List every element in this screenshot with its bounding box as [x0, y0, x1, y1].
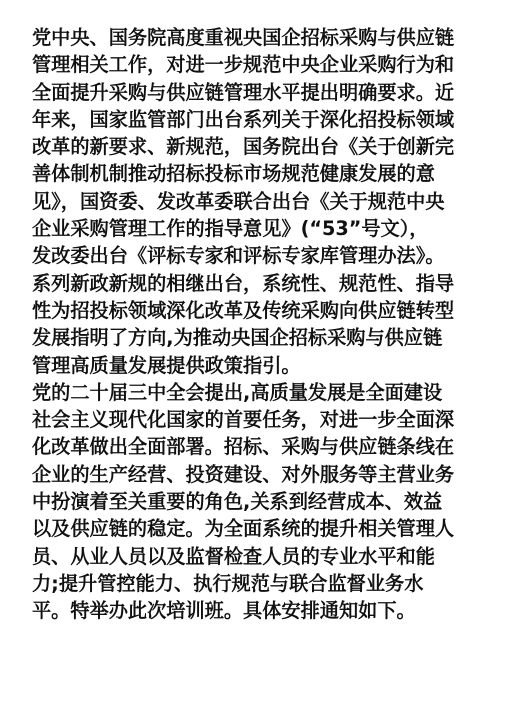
- text-line: 中扮演着至关重要的角色,关系到经营成本、效益: [32, 490, 443, 514]
- text-line: 见》，国资委、发改革委联合出台《关于规范中央: [32, 189, 445, 213]
- text-line: 改革的新要求、新规范，国务院出台《关于创新完: [32, 135, 455, 159]
- body-text: [32, 24, 504, 625]
- text-line: 社会主义现代化国家的首要任务，对进一步全面深: [32, 408, 455, 432]
- text-line: 员、从业人员以及监督检查人员的专业水平和能: [32, 544, 435, 568]
- text-line: 管理相关工作，对进一步规范中央企业采购行为和: [32, 53, 455, 77]
- text-line: 全面提升采购与供应链管理水平提出明确要求。近: [32, 80, 455, 104]
- text-line: 化改革做出全面部署。招标、采购与供应链条线在: [32, 435, 455, 459]
- text-line: 平。特举办此次培训班。具体安排通知如下。: [32, 599, 416, 623]
- text-line: 善体制机制推动招标投标市场规范健康发展的意: [32, 162, 435, 186]
- text-line: 性为招投标领域深化改革及传统采购向供应链转型: [32, 298, 455, 322]
- text-line: 党的二十届三中全会提出,高质量发展是全面建设: [32, 380, 443, 404]
- text-line: 发改委出台《评标专家和评标专家库管理办法》。: [32, 244, 445, 268]
- text-line: 党中央、国务院高度重视央国企招标采购与供应链: [32, 26, 455, 49]
- text-line: 企业采购管理工作的指导意见》(“53”号文），: [32, 217, 429, 241]
- text-line: 年来，国家监管部门出台系列关于深化招投标领域: [32, 107, 455, 131]
- text-line: 企业的生产经营、投资建设、对外服务等主营业务: [32, 462, 455, 486]
- text-line: 管理高质量发展提供政策指引。: [32, 353, 301, 377]
- text-line: 系列新政新规的相继出台，系统性、规范性、指导: [32, 271, 455, 295]
- text-line: 以及供应链的稳定。为全面系统的提升相关管理人: [32, 517, 455, 541]
- text-line: 力;提升管控能力、执行规范与联合监督业务水: [32, 571, 424, 595]
- text-line: 发展指明了方向,为推动央国企招标采购与供应链: [32, 326, 443, 350]
